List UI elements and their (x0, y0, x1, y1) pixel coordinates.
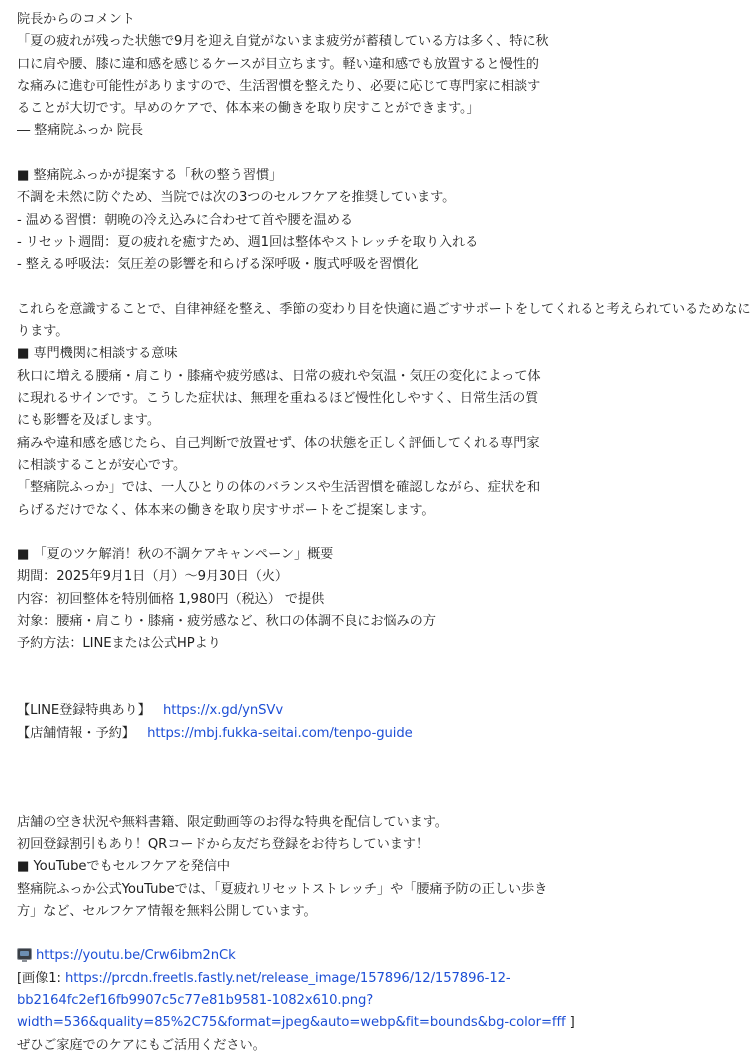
habit-item: - 整える呼吸法：気圧差の影響を和らげる深呼吸・腹式呼吸を習慣化 (17, 257, 419, 273)
image-reference-prefix: [画像1: (17, 970, 65, 986)
consult-line: 秋口に増える腰痛・肩こり・膝痛や疲労感は、日常の疲れや気温・気圧の変化によって体 (17, 368, 541, 384)
habit-item: - 温める習慣：朝晩の冷え込みに合わせて首や腰を温める (17, 212, 353, 228)
shop-info-row (17, 723, 572, 745)
consult-line: に相談することが安心です。 (17, 457, 187, 473)
comment-quote-line: な痛みに進む可能性がありますので、生活習慣を整えたり、必要に応じて専門家に相談す (17, 78, 541, 94)
habit-item: - リセット週間：夏の疲れを癒すため、週1回は整体やストレッチを取り入れる (17, 234, 479, 250)
line-info-line: 初回登録割引もあり！QRコードから友だち登録をお待ちしています！ (17, 836, 429, 852)
consult-line: にも影響を及ぼします。 (17, 413, 160, 429)
image-url-line[interactable]: bb2164fc2ef16fb9907c5c77e81b9581-1082x610.png? (17, 993, 374, 1009)
comment-quote-line: 「夏の疲れが残った状態で9月を迎え自覚がないまま疲労が蓄積している方は多く、特に秋 (17, 34, 549, 50)
campaign-content: 内容：初回整体を特別価格 1,980円（税込） で提供 (17, 591, 325, 607)
television-icon (17, 948, 32, 960)
habits-heading: ■ 整痛院ふっかが提案する「秋の整う習慣」 (17, 168, 283, 184)
habits-summary-line: これらを意識することで、自律神経を整え、季節の変わり目を快適に過ごすサポートをしてくれると考えられているためなに (17, 301, 750, 317)
youtube-heading: ■ YouTubeでもセルフケアを発信中 (17, 859, 230, 875)
image-reference-row (17, 990, 572, 1012)
spacer (17, 745, 572, 812)
image-reference-row (17, 968, 572, 990)
campaign-period: 期間：2025年9月1日（月）〜9月30日（火） (17, 569, 288, 585)
image-url-line[interactable]: https://prcdn.freetls.fastly.net/release_image/157896/12/157896-12- (64, 970, 511, 986)
campaign-reservation: 予約方法：LINEまたは公式HPより (17, 636, 221, 652)
spacer (17, 143, 572, 165)
habits-intro: 不調を未然に防ぐため、当院では次の3つのセルフケアを推奨しています。 (17, 190, 456, 206)
line-registration-link[interactable]: https://x.gd/ynSVv (163, 703, 284, 719)
youtube-video-link[interactable]: https://youtu.be/Crw6ibm2nCk (36, 948, 236, 964)
campaign-heading: ■ 「夏のツケ解消！秋の不調ケアキャンペーン」概要 (17, 547, 334, 563)
comment-quote-line: 口に肩や腰、膝に違和感を感じるケースが目立ちます。軽い違和感でも放置すると慢性的 (17, 56, 539, 72)
consult-line: 「整痛院ふっか」では、一人ひとりの体のバランスや生活習慣を確認しながら、症状を和 (17, 480, 541, 496)
consult-line: に現れるサインです。こうした症状は、無理を重ねるほど慢性化しやすく、日常生活の質 (17, 391, 539, 407)
spacer (17, 656, 572, 701)
closing-line: ぜひご家庭でのケアにもご活用ください。 (17, 1037, 266, 1053)
habits-summary-line: ります。 (17, 324, 69, 340)
youtube-line: 整痛院ふっか公式YouTubeでは、「夏疲れリセットストレッチ」や「腰痛予防の正しい歩き (17, 881, 548, 897)
shop-info-link[interactable]: https://mbj.fukka-seitai.com/tenpo-guide (147, 725, 413, 741)
shop-info-label: 【店舗情報・予約】 (17, 725, 135, 741)
comment-signature: ― 整痛院ふっか 院長 (17, 123, 143, 139)
youtube-line: 方」など、セルフケア情報を無料公開しています。 (17, 903, 317, 919)
image-reference-row (17, 1012, 575, 1034)
image-url-line[interactable]: width=536&quality=85%2C75&format=jpeg&auto=webp&fit=bounds&bg-color=fff (17, 1015, 566, 1031)
comment-heading: 院長からのコメント (17, 12, 135, 27)
consult-line: 痛みや違和感を感じたら、自己判断で放置せず、体の状態を正しく評価してくれる専門家 (17, 435, 540, 451)
spacer (17, 923, 572, 945)
line-info-line: 店舗の空き状況や無料書籍、限定動画等のお得な特典を配信しています。 (17, 814, 448, 830)
consult-heading: ■ 専門機関に相談する意味 (17, 346, 178, 362)
line-registration-row (17, 700, 572, 722)
image-reference-suffix: ] (565, 1015, 575, 1031)
campaign-target: 対象：腰痛・肩こり・膝痛・疲労感など、秋口の体調不良にお悩みの方 (17, 614, 436, 630)
youtube-video-row (17, 945, 572, 967)
line-registration-label: 【LINE登録特典あり】 (17, 703, 151, 719)
comment-quote-line: ることが大切です。早めのケアで、体本来の働きを取り戻すことができます。」 (17, 101, 480, 117)
spacer (17, 277, 572, 299)
consult-line: らげるだけでなく、体本来の働きを取り戻すサポートをご提案します。 (17, 502, 435, 518)
spacer (17, 522, 572, 544)
